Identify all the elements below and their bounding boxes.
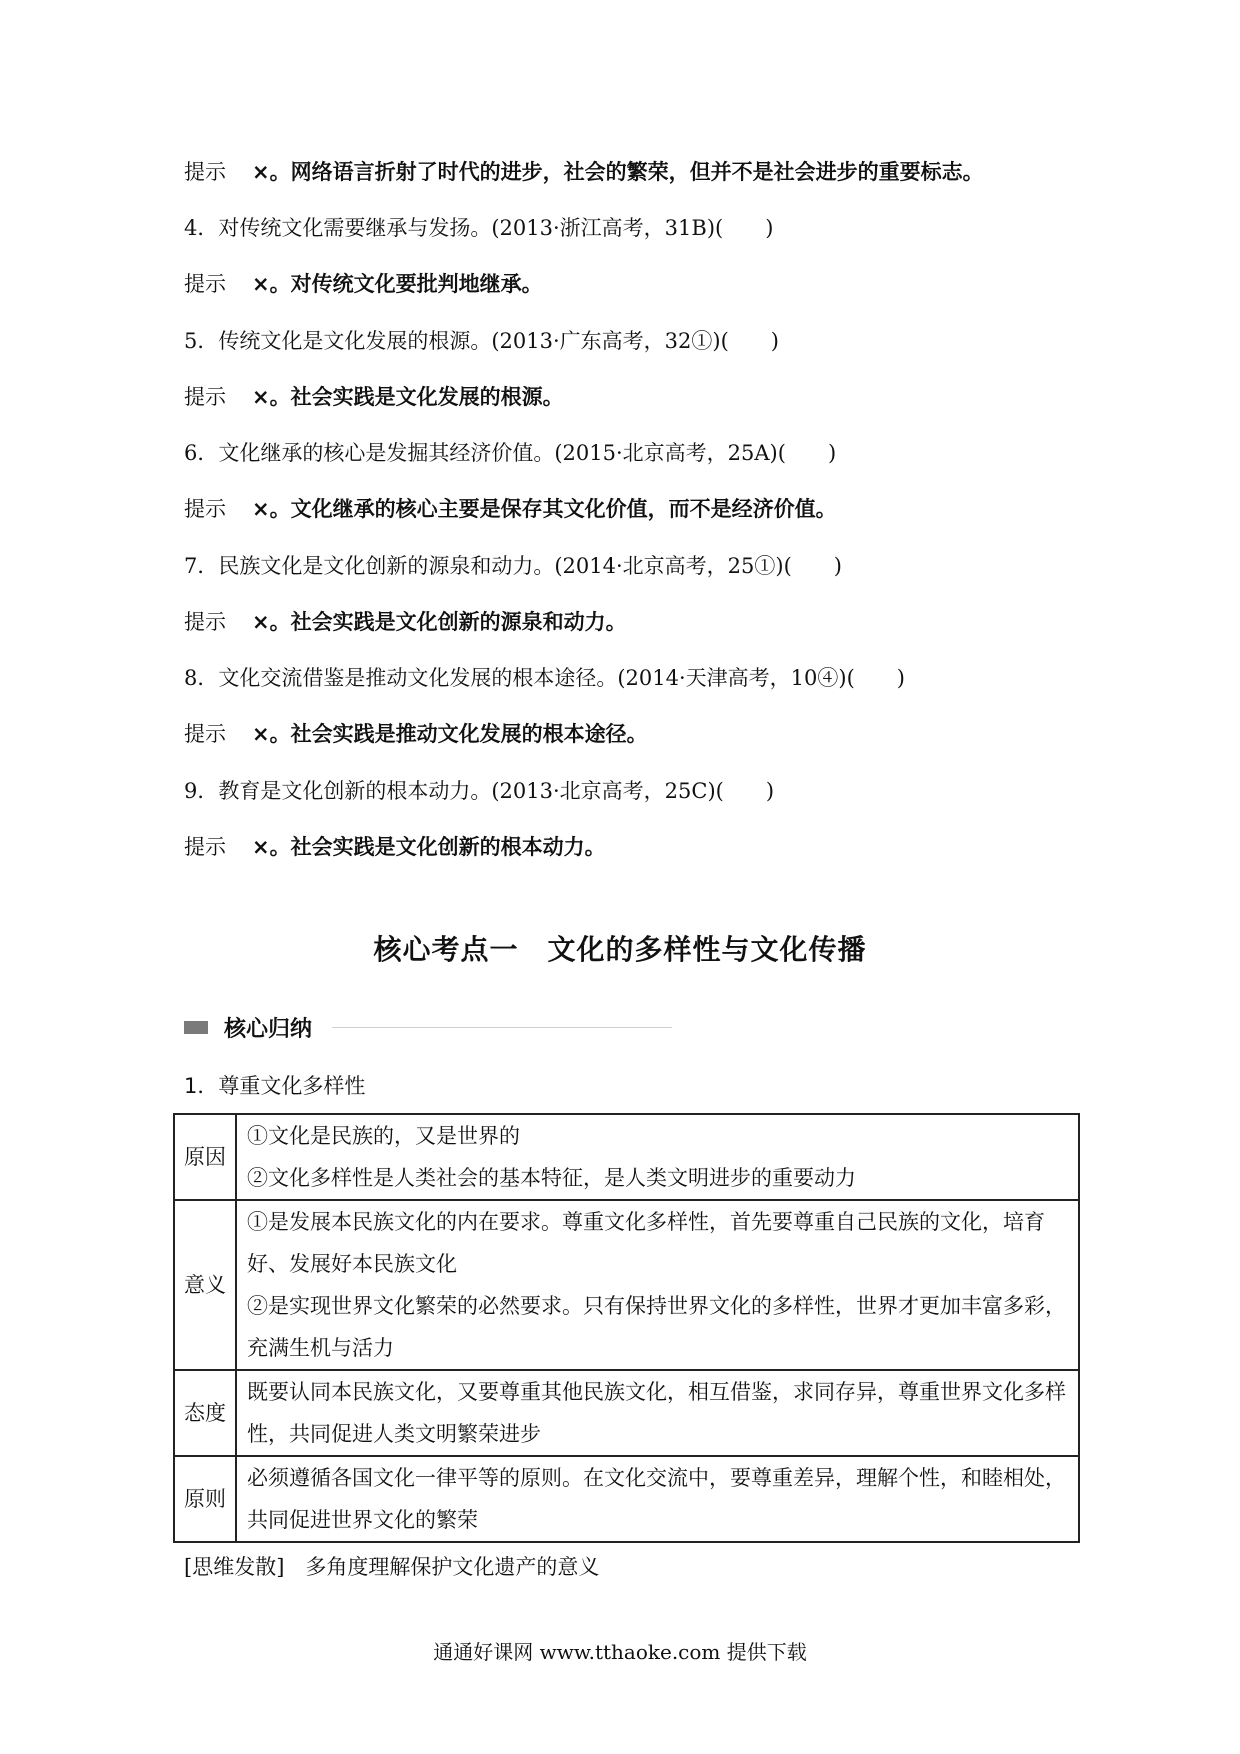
think-tag: [思维发散] (184, 1555, 285, 1579)
hint-label: 提示 (184, 385, 226, 409)
row-content (236, 1456, 1079, 1542)
question-text: 7．民族文化是文化创新的源泉和动力。(2014· (184, 554, 623, 578)
hint-text: ×。网络语言折射了时代的进步，社会的繁荣，但并不是社会进步的重要标志。 (252, 160, 984, 184)
hint-label: 提示 (184, 835, 226, 859)
question-line (184, 551, 842, 581)
question-tail: ，25C)( ) (643, 779, 775, 803)
section-title: 核心考点一 文化的多样性与文化传播 (373, 933, 867, 966)
hint-line (184, 382, 564, 412)
question-text: 4．对传统文化需要继承与发扬。(2013· (184, 216, 560, 240)
hint-label: 提示 (184, 610, 226, 634)
question-line (184, 438, 836, 468)
row-line: ①是发展本民族文化的内在要求。尊重文化多样性，首先要尊重自己民族的文化，培育好、发展好本民族文化 (247, 1210, 1045, 1276)
hint-line (184, 719, 648, 749)
think-text: 多角度理解保护文化遗产的意义 (305, 1555, 600, 1579)
divider (332, 1027, 672, 1028)
question-tail: ，32①)( ) (643, 329, 779, 353)
subheading-text: 核心归纳 (224, 1017, 313, 1042)
question-text: 6．文化继承的核心是发掘其经济价值。(2015· (184, 441, 623, 465)
question-text: 9．教育是文化创新的根本动力。(2013· (184, 779, 560, 803)
question-source: 北京高考 (622, 441, 707, 465)
subheading (184, 1012, 672, 1043)
question-line (184, 213, 773, 243)
question-source: 北京高考 (622, 554, 707, 578)
question-source: 北京高考 (559, 779, 644, 803)
table-title: 1．尊重文化多样性 (184, 1074, 366, 1098)
hint-label: 提示 (184, 272, 226, 296)
row-content (236, 1370, 1079, 1456)
row-label: 原则 (174, 1456, 236, 1542)
row-label: 原因 (174, 1114, 236, 1200)
question-source: 广东高考 (559, 329, 644, 353)
table-row (174, 1200, 1079, 1370)
table-row (174, 1370, 1079, 1456)
hint-text: ×。社会实践是文化创新的根本动力。 (252, 835, 606, 859)
row-content (236, 1200, 1079, 1370)
question-line (184, 663, 905, 693)
hint-line (184, 494, 837, 524)
question-source: 浙江高考 (559, 216, 644, 240)
row-line: ②是实现世界文化繁荣的必然要求。只有保持世界文化的多样性，世界才更加丰富多彩，充满生机与活力 (247, 1294, 1066, 1360)
question-line (184, 326, 779, 356)
hint-line (184, 269, 543, 299)
table-row (174, 1114, 1079, 1200)
question-tail: ，25①)( ) (706, 554, 842, 578)
hint-line (184, 832, 606, 862)
row-label: 意义 (174, 1200, 236, 1370)
hint-text: ×。社会实践是文化发展的根源。 (252, 385, 564, 409)
question-tail: ，31B)( ) (643, 216, 774, 240)
question-text: 8．文化交流借鉴是推动文化发展的根本途径。(2014· (184, 666, 686, 690)
row-line: ①文化是民族的，又是世界的 (247, 1124, 520, 1148)
row-line: 必须遵循各国文化一律平等的原则。在文化交流中，要尊重差异，理解个性，和睦相处，共同促进世界文化的繁荣 (247, 1466, 1066, 1532)
question-text: 5．传统文化是文化发展的根源。(2013· (184, 329, 560, 353)
question-line (184, 776, 774, 806)
hint-text: ×。对传统文化要批判地继承。 (252, 272, 543, 296)
hint-text: ×。社会实践是文化创新的源泉和动力。 (252, 610, 627, 634)
hint-label: 提示 (184, 497, 226, 521)
hint-text: ×。社会实践是推动文化发展的根本途径。 (252, 722, 648, 746)
think-line (184, 1551, 599, 1581)
table-row (174, 1456, 1079, 1542)
question-tail: ，25A)( ) (706, 441, 837, 465)
row-line: 既要认同本民族文化，又要尊重其他民族文化，相互借鉴，求同存异，尊重世界文化多样性，共同促进人类文明繁荣进步 (247, 1380, 1066, 1446)
hint-text: ×。文化继承的核心主要是保存其文化价值，而不是经济价值。 (252, 497, 837, 521)
diversity-table (173, 1113, 1080, 1543)
row-label: 态度 (174, 1370, 236, 1456)
footer-watermark: 通通好课网 www.tthaoke.com 提供下载 (433, 1640, 807, 1664)
hint-line (184, 157, 984, 187)
hint-line (184, 607, 627, 637)
row-content (236, 1114, 1079, 1200)
gray-block-marker (184, 1021, 208, 1034)
hint-label: 提示 (184, 160, 226, 184)
hint-label: 提示 (184, 722, 226, 746)
question-tail: ，10④)( ) (769, 666, 905, 690)
question-source: 天津高考 (685, 666, 770, 690)
row-line: ②文化多样性是人类社会的基本特征，是人类文明进步的重要动力 (247, 1166, 856, 1190)
